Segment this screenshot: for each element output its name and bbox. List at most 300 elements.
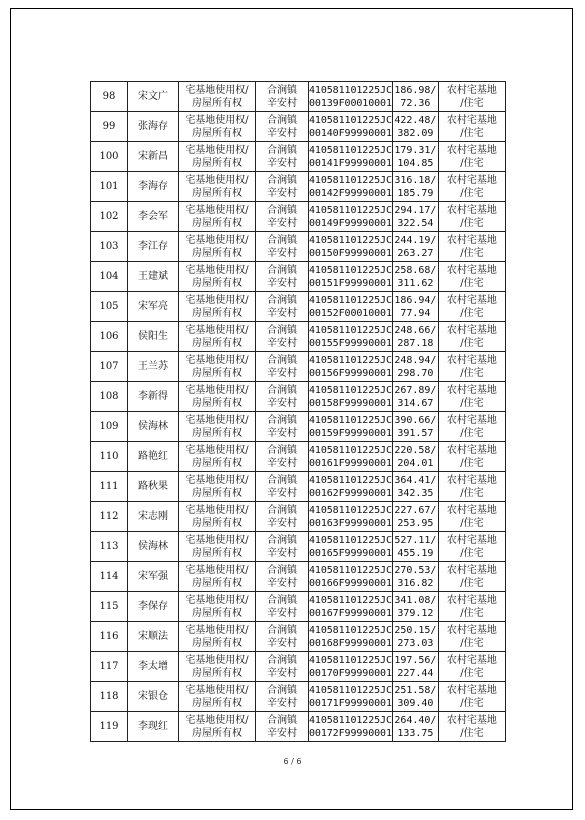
area-line: 294.17/ <box>394 204 437 216</box>
parcel-code-line: 410581101225JC <box>309 444 392 456</box>
owner-name-cell: 李海存 <box>128 172 179 202</box>
parcel-code-line: 410581101225JC <box>309 84 392 96</box>
location-line: 辛安村 <box>267 487 297 499</box>
location-line: 合涧镇 <box>267 654 297 666</box>
location-cell <box>256 712 309 742</box>
location-line: 辛安村 <box>267 337 297 349</box>
location-line: 辛安村 <box>267 667 297 679</box>
area-line: 287.18 <box>397 337 434 349</box>
land-use-line: 农村宅基地 <box>446 204 497 216</box>
parcel-code-cell <box>309 502 393 532</box>
table-row <box>91 532 506 562</box>
land-use-line: 农村宅基地 <box>446 534 497 546</box>
location-cell <box>256 82 309 112</box>
area-line: 227.44 <box>397 667 434 679</box>
area-line: 253.95 <box>397 517 434 529</box>
table-row <box>91 652 506 682</box>
table-row <box>91 292 506 322</box>
land-use-line: 农村宅基地 <box>446 474 497 486</box>
row-number-cell: 107 <box>91 352 128 382</box>
right-type-line: 宅基地使用权/ <box>185 444 249 456</box>
land-use-line: /住宅 <box>460 337 484 349</box>
right-type-line: 宅基地使用权/ <box>185 654 249 666</box>
parcel-code-cell <box>309 472 393 502</box>
row-number-cell: 117 <box>91 652 128 682</box>
location-cell <box>256 232 309 262</box>
parcel-code-cell <box>309 352 393 382</box>
land-use-line: 农村宅基地 <box>446 384 497 396</box>
land-use-line: /住宅 <box>460 97 484 109</box>
land-use-line: 农村宅基地 <box>446 714 497 726</box>
location-line: 合涧镇 <box>267 564 297 576</box>
location-cell <box>256 652 309 682</box>
location-line: 辛安村 <box>267 367 297 379</box>
owner-name-cell: 李太增 <box>128 652 179 682</box>
area-cell <box>392 412 438 442</box>
land-use-line: 农村宅基地 <box>446 624 497 636</box>
location-line: 合涧镇 <box>267 174 297 186</box>
parcel-code-line: 00156F99990001 <box>309 367 392 379</box>
right-type-cell <box>179 202 256 232</box>
parcel-code-cell <box>309 592 393 622</box>
row-number-cell: 111 <box>91 472 128 502</box>
area-line: 227.67/ <box>394 504 437 516</box>
land-use-line: 农村宅基地 <box>446 564 497 576</box>
location-line: 辛安村 <box>267 127 297 139</box>
right-type-line: 宅基地使用权/ <box>185 204 249 216</box>
parcel-code-line: 410581101225JC <box>309 414 392 426</box>
parcel-code-line: 410581101225JC <box>309 684 392 696</box>
area-line: 179.31/ <box>394 144 437 156</box>
right-type-line: 宅基地使用权/ <box>185 114 249 126</box>
right-type-line: 房屋所有权 <box>192 397 242 409</box>
land-use-cell <box>438 712 505 742</box>
table-row <box>91 712 506 742</box>
land-use-line: /住宅 <box>460 637 484 649</box>
right-type-line: 宅基地使用权/ <box>185 354 249 366</box>
parcel-code-line: 00152F00010001 <box>309 307 392 319</box>
land-use-line: /住宅 <box>460 277 484 289</box>
right-type-cell <box>179 352 256 382</box>
area-cell <box>392 712 438 742</box>
parcel-code-line: 410581101225JC <box>309 384 392 396</box>
right-type-cell <box>179 592 256 622</box>
land-use-line: 农村宅基地 <box>446 324 497 336</box>
parcel-code-cell <box>309 382 393 412</box>
area-line: 220.58/ <box>394 444 437 456</box>
land-use-line: /住宅 <box>460 517 484 529</box>
location-cell <box>256 112 309 142</box>
land-use-line: 农村宅基地 <box>446 264 497 276</box>
parcel-code-line: 00159F99990001 <box>309 427 392 439</box>
area-line: 270.53/ <box>394 564 437 576</box>
location-line: 合涧镇 <box>267 354 297 366</box>
document-page <box>10 8 573 810</box>
location-line: 合涧镇 <box>267 384 297 396</box>
parcel-code-cell <box>309 82 393 112</box>
area-line: 248.66/ <box>394 324 437 336</box>
right-type-line: 房屋所有权 <box>192 727 242 739</box>
area-cell <box>392 472 438 502</box>
parcel-code-cell <box>309 292 393 322</box>
right-type-line: 宅基地使用权/ <box>185 564 249 576</box>
table-row <box>91 142 506 172</box>
right-type-line: 房屋所有权 <box>192 517 242 529</box>
area-cell <box>392 142 438 172</box>
parcel-code-cell <box>309 232 393 262</box>
right-type-cell <box>179 382 256 412</box>
row-number-cell: 104 <box>91 262 128 292</box>
parcel-code-line: 00149F99990001 <box>309 217 392 229</box>
right-type-line: 宅基地使用权/ <box>185 624 249 636</box>
land-use-line: 农村宅基地 <box>446 114 497 126</box>
parcel-code-cell <box>309 532 393 562</box>
row-number-cell: 108 <box>91 382 128 412</box>
right-type-line: 宅基地使用权/ <box>185 534 249 546</box>
parcel-code-line: 00161F99990001 <box>309 457 392 469</box>
parcel-code-line: 410581101225JC <box>309 144 392 156</box>
land-use-line: 农村宅基地 <box>446 444 497 456</box>
land-use-line: 农村宅基地 <box>446 234 497 246</box>
land-use-line: /住宅 <box>460 667 484 679</box>
table-body <box>91 82 506 742</box>
area-line: 455.19 <box>397 547 434 559</box>
location-cell <box>256 382 309 412</box>
right-type-line: 宅基地使用权/ <box>185 684 249 696</box>
land-use-line: /住宅 <box>460 727 484 739</box>
right-type-cell <box>179 232 256 262</box>
land-use-line: /住宅 <box>460 547 484 559</box>
land-use-line: 农村宅基地 <box>446 354 497 366</box>
area-cell <box>392 502 438 532</box>
location-line: 合涧镇 <box>267 504 297 516</box>
area-line: 258.68/ <box>394 264 437 276</box>
area-line: 322.54 <box>397 217 434 229</box>
parcel-code-line: 410581101225JC <box>309 204 392 216</box>
location-cell <box>256 142 309 172</box>
owner-name-cell: 路秋果 <box>128 472 179 502</box>
parcel-code-line: 00158F99990001 <box>309 397 392 409</box>
area-line: 391.57 <box>397 427 434 439</box>
area-line: 298.70 <box>397 367 434 379</box>
area-line: 133.75 <box>397 727 434 739</box>
land-use-cell <box>438 382 505 412</box>
registration-table <box>90 81 506 742</box>
location-line: 辛安村 <box>267 307 297 319</box>
location-cell <box>256 472 309 502</box>
location-line: 合涧镇 <box>267 84 297 96</box>
parcel-code-cell <box>309 622 393 652</box>
area-cell <box>392 112 438 142</box>
location-line: 合涧镇 <box>267 474 297 486</box>
parcel-code-cell <box>309 112 393 142</box>
parcel-code-line: 00150F99990001 <box>309 247 392 259</box>
land-use-line: /住宅 <box>460 397 484 409</box>
land-use-line: 农村宅基地 <box>446 84 497 96</box>
area-line: 342.35 <box>397 487 434 499</box>
area-cell <box>392 352 438 382</box>
land-use-cell <box>438 532 505 562</box>
land-use-line: /住宅 <box>460 247 484 259</box>
row-number-cell: 99 <box>91 112 128 142</box>
row-number-cell: 106 <box>91 322 128 352</box>
parcel-code-line: 410581101225JC <box>309 324 392 336</box>
location-cell <box>256 592 309 622</box>
location-line: 辛安村 <box>267 547 297 559</box>
location-line: 合涧镇 <box>267 114 297 126</box>
location-cell <box>256 352 309 382</box>
parcel-code-line: 410581101225JC <box>309 264 392 276</box>
table-row <box>91 472 506 502</box>
parcel-code-cell <box>309 682 393 712</box>
location-line: 合涧镇 <box>267 414 297 426</box>
location-line: 辛安村 <box>267 277 297 289</box>
row-number-cell: 110 <box>91 442 128 472</box>
land-use-cell <box>438 352 505 382</box>
location-cell <box>256 532 309 562</box>
land-use-cell <box>438 472 505 502</box>
right-type-cell <box>179 292 256 322</box>
area-line: 314.67 <box>397 397 434 409</box>
location-line: 辛安村 <box>267 187 297 199</box>
parcel-code-line: 410581101225JC <box>309 174 392 186</box>
area-line: 316.82 <box>397 577 434 589</box>
area-line: 104.85 <box>397 157 434 169</box>
right-type-line: 房屋所有权 <box>192 127 242 139</box>
right-type-cell <box>179 442 256 472</box>
land-use-cell <box>438 442 505 472</box>
table-row <box>91 622 506 652</box>
parcel-code-line: 00171F99990001 <box>309 697 392 709</box>
area-line: 390.66/ <box>394 414 437 426</box>
parcel-code-line: 410581101225JC <box>309 714 392 726</box>
parcel-code-line: 00167F99990001 <box>309 607 392 619</box>
owner-name-cell: 侯阳生 <box>128 322 179 352</box>
location-line: 辛安村 <box>267 607 297 619</box>
area-line: 264.40/ <box>394 714 437 726</box>
right-type-cell <box>179 622 256 652</box>
row-number-cell: 114 <box>91 562 128 592</box>
row-number-cell: 112 <box>91 502 128 532</box>
owner-name-cell: 李会军 <box>128 202 179 232</box>
row-number-cell: 109 <box>91 412 128 442</box>
row-number-cell: 101 <box>91 172 128 202</box>
owner-name-cell: 侯海林 <box>128 532 179 562</box>
table-row <box>91 262 506 292</box>
area-cell <box>392 172 438 202</box>
right-type-line: 房屋所有权 <box>192 97 242 109</box>
location-line: 合涧镇 <box>267 264 297 276</box>
land-use-line: 农村宅基地 <box>446 594 497 606</box>
land-use-line: /住宅 <box>460 487 484 499</box>
location-cell <box>256 682 309 712</box>
right-type-line: 房屋所有权 <box>192 427 242 439</box>
area-line: 186.98/ <box>394 84 437 96</box>
right-type-cell <box>179 682 256 712</box>
area-line: 72.36 <box>400 97 431 109</box>
right-type-line: 宅基地使用权/ <box>185 174 249 186</box>
right-type-cell <box>179 142 256 172</box>
area-line: 316.18/ <box>394 174 437 186</box>
land-use-line: 农村宅基地 <box>446 294 497 306</box>
parcel-code-line: 00139F00010001 <box>309 97 392 109</box>
location-line: 合涧镇 <box>267 144 297 156</box>
location-line: 合涧镇 <box>267 444 297 456</box>
area-cell <box>392 652 438 682</box>
location-line: 辛安村 <box>267 577 297 589</box>
parcel-code-cell <box>309 652 393 682</box>
right-type-line: 宅基地使用权/ <box>185 474 249 486</box>
location-line: 合涧镇 <box>267 714 297 726</box>
area-cell <box>392 682 438 712</box>
parcel-code-line: 410581101225JC <box>309 354 392 366</box>
area-cell <box>392 262 438 292</box>
land-use-cell <box>438 322 505 352</box>
table-row <box>91 592 506 622</box>
right-type-cell <box>179 112 256 142</box>
table-row <box>91 82 506 112</box>
area-line: 364.41/ <box>394 474 437 486</box>
parcel-code-cell <box>309 322 393 352</box>
parcel-code-cell <box>309 172 393 202</box>
right-type-line: 宅基地使用权/ <box>185 714 249 726</box>
parcel-code-line: 410581101225JC <box>309 294 392 306</box>
owner-name-cell: 路艳红 <box>128 442 179 472</box>
area-cell <box>392 232 438 262</box>
table-row <box>91 172 506 202</box>
area-line: 527.11/ <box>394 534 437 546</box>
area-cell <box>392 442 438 472</box>
land-use-cell <box>438 502 505 532</box>
right-type-line: 宅基地使用权/ <box>185 324 249 336</box>
location-line: 辛安村 <box>267 397 297 409</box>
right-type-line: 宅基地使用权/ <box>185 234 249 246</box>
area-line: 309.40 <box>397 697 434 709</box>
right-type-line: 宅基地使用权/ <box>185 384 249 396</box>
owner-name-cell: 宋军强 <box>128 562 179 592</box>
row-number-cell: 100 <box>91 142 128 172</box>
area-line: 382.09 <box>397 127 434 139</box>
right-type-line: 宅基地使用权/ <box>185 264 249 276</box>
right-type-cell <box>179 412 256 442</box>
location-line: 合涧镇 <box>267 534 297 546</box>
area-line: 204.01 <box>397 457 434 469</box>
row-number-cell: 118 <box>91 682 128 712</box>
right-type-line: 房屋所有权 <box>192 457 242 469</box>
land-use-cell <box>438 232 505 262</box>
area-line: 185.79 <box>397 187 434 199</box>
location-cell <box>256 622 309 652</box>
right-type-line: 房屋所有权 <box>192 487 242 499</box>
location-line: 辛安村 <box>267 457 297 469</box>
parcel-code-line: 00155F99990001 <box>309 337 392 349</box>
parcel-code-line: 410581101225JC <box>309 624 392 636</box>
right-type-line: 宅基地使用权/ <box>185 504 249 516</box>
land-use-line: /住宅 <box>460 187 484 199</box>
table-row <box>91 562 506 592</box>
area-line: 197.56/ <box>394 654 437 666</box>
parcel-code-line: 00170F99990001 <box>309 667 392 679</box>
right-type-line: 房屋所有权 <box>192 607 242 619</box>
area-line: 248.94/ <box>394 354 437 366</box>
location-line: 辛安村 <box>267 517 297 529</box>
location-cell <box>256 442 309 472</box>
area-line: 267.89/ <box>394 384 437 396</box>
parcel-code-line: 00141F99990001 <box>309 157 392 169</box>
location-cell <box>256 172 309 202</box>
location-cell <box>256 502 309 532</box>
right-type-line: 房屋所有权 <box>192 187 242 199</box>
location-line: 辛安村 <box>267 217 297 229</box>
row-number-cell: 98 <box>91 82 128 112</box>
owner-name-cell: 宋志刚 <box>128 502 179 532</box>
owner-name-cell: 宋银仓 <box>128 682 179 712</box>
owner-name-cell: 李新得 <box>128 382 179 412</box>
right-type-cell <box>179 502 256 532</box>
area-line: 251.58/ <box>394 684 437 696</box>
area-cell <box>392 382 438 412</box>
parcel-code-cell <box>309 562 393 592</box>
land-use-cell <box>438 292 505 322</box>
location-cell <box>256 562 309 592</box>
location-cell <box>256 292 309 322</box>
area-cell <box>392 82 438 112</box>
location-line: 辛安村 <box>267 637 297 649</box>
owner-name-cell: 宋新昌 <box>128 142 179 172</box>
parcel-code-line: 00142F99990001 <box>309 187 392 199</box>
location-line: 辛安村 <box>267 247 297 259</box>
table-row <box>91 382 506 412</box>
area-cell <box>392 292 438 322</box>
right-type-line: 宅基地使用权/ <box>185 414 249 426</box>
parcel-code-line: 00162F99990001 <box>309 487 392 499</box>
owner-name-cell: 宋军亮 <box>128 292 179 322</box>
parcel-code-line: 00151F99990001 <box>309 277 392 289</box>
table-row <box>91 502 506 532</box>
land-use-line: 农村宅基地 <box>446 504 497 516</box>
land-use-line: /住宅 <box>460 157 484 169</box>
location-line: 辛安村 <box>267 157 297 169</box>
land-use-line: /住宅 <box>460 307 484 319</box>
row-number-cell: 113 <box>91 532 128 562</box>
right-type-line: 房屋所有权 <box>192 577 242 589</box>
table-row <box>91 682 506 712</box>
parcel-code-line: 00165F99990001 <box>309 547 392 559</box>
right-type-line: 宅基地使用权/ <box>185 144 249 156</box>
owner-name-cell: 王兰苏 <box>128 352 179 382</box>
land-use-cell <box>438 142 505 172</box>
land-use-line: 农村宅基地 <box>446 174 497 186</box>
area-line: 341.08/ <box>394 594 437 606</box>
location-line: 合涧镇 <box>267 684 297 696</box>
land-use-line: /住宅 <box>460 127 484 139</box>
row-number-cell: 103 <box>91 232 128 262</box>
land-use-cell <box>438 262 505 292</box>
right-type-line: 房屋所有权 <box>192 217 242 229</box>
location-line: 合涧镇 <box>267 234 297 246</box>
row-number-cell: 115 <box>91 592 128 622</box>
location-cell <box>256 202 309 232</box>
location-line: 合涧镇 <box>267 294 297 306</box>
parcel-code-cell <box>309 262 393 292</box>
parcel-code-line: 410581101225JC <box>309 234 392 246</box>
area-cell <box>392 592 438 622</box>
row-number-cell: 102 <box>91 202 128 232</box>
right-type-cell <box>179 652 256 682</box>
land-use-line: /住宅 <box>460 367 484 379</box>
owner-name-cell: 李保存 <box>128 592 179 622</box>
land-use-line: /住宅 <box>460 427 484 439</box>
